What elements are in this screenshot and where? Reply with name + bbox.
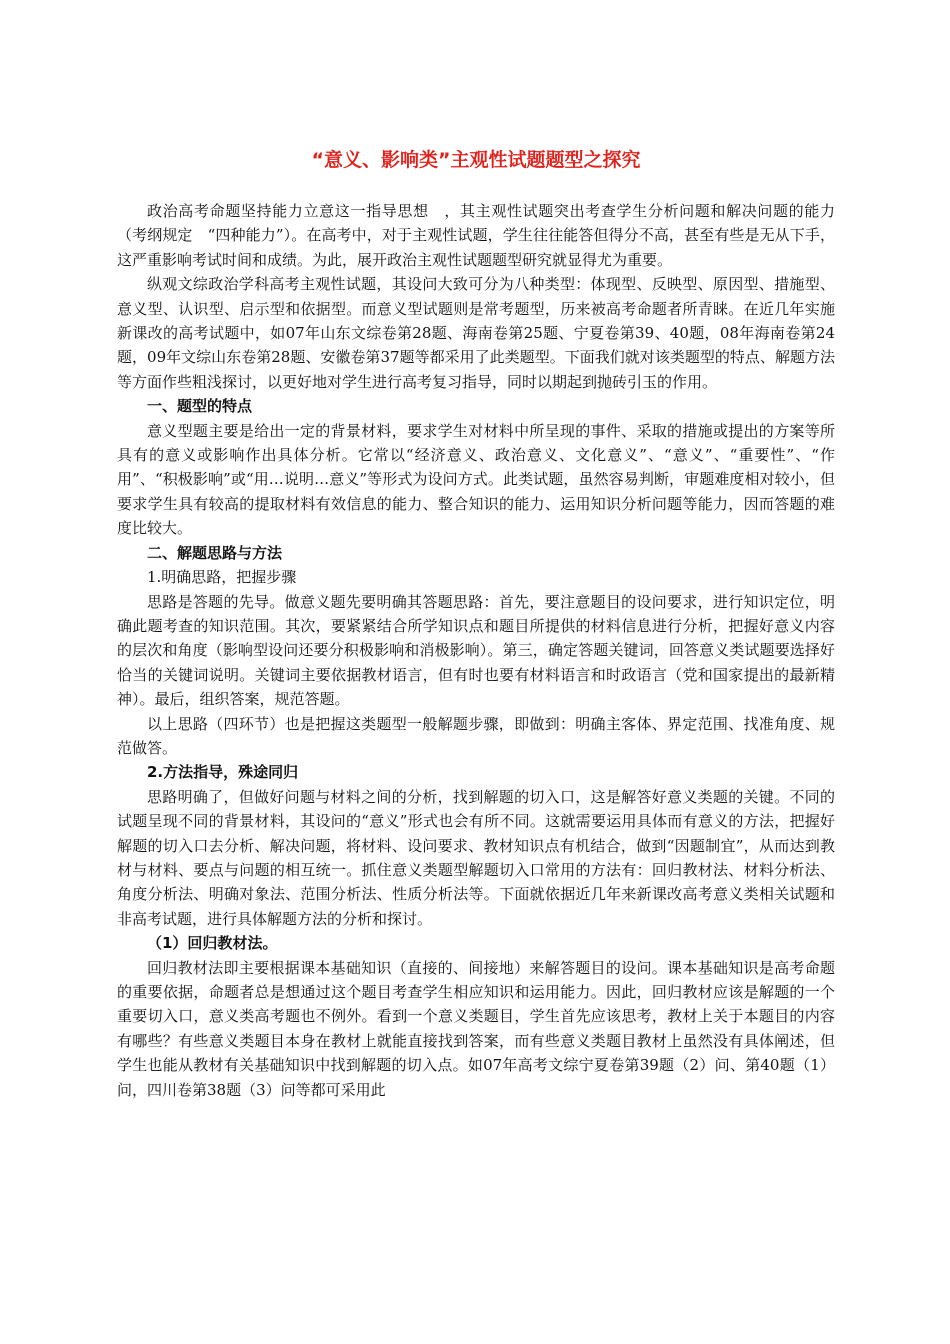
approach-paragraph-1: 思路是答题的先导。做意义题先要明确其答题思路：首先，要注意题目的设问要求，进行知识定位，明确此题考查的知识范围。其次，要紧紧结合所学知识点和题目所提供的材料信息进行分析，把握好意义内容的层次和角度（影响型设问还要分积极影响和消极影响）。第三，确定答题关键词，回答意义类试题要选择好恰当的关键词说明。关键词主要依据教材语言，但有时也要有材料语言和时政语言（党和国家提出的最新精神）。最后，组织答案，规范答题。: [117, 592, 835, 709]
features-paragraph: 意义型题主要是给出一定的背景材料，要求学生对材料中所呈现的事件、采取的措施或提出的方案等所具有的意义或影响作出具体分析。它常以“经济意义、政治意义、文化意义”、“意义”、“重要性”、“作用”、“积极影响”或“用…说明…意义”等形式为设问方式。此类试题，虽然容易判断，审题难度相对较小，但要求学生具有较高的提取材料有效信息的能力、整合知识的能力、运用知识分析问题等能力，因而答题的难度比较大。: [117, 421, 835, 538]
textbook-method-paragraph: 回归教材法即主要根据课本基础知识（直接的、间接地）来解答题目的设问。课本基础知识是高考命题的重要依据，命题者总是想通过这个题目考查学生相应知识和运用能力。因此，回归教材应该是解题的一个重要切入口，意义类高考题也不例外。看到一个意义类题目，学生首先应该思考，教材上关于本题目的内容有哪些？有些意义类题目本身在教材上就能直接找到答案，而有些意义类题目教材上虽然没有具体阐述，但学生也能从教材有关基础知识中找到解题的切入点。如07年高考文综宁夏卷第39题（2）问、第40题（1）问，四川卷第38题（3）问等都可采用此: [117, 958, 835, 1099]
approach-paragraph-2: 以上思路（四环节）也是把握这类题型一般解题步骤，即做到：明确主客体、界定范围、找准角度、规范做答。: [117, 714, 835, 757]
section-heading-methods: 二、解题思路与方法: [147, 543, 283, 562]
intro-paragraph-2: 纵观文综政治学科高考主观性试题，其设问大致可分为八种类型：体现型、反映型、原因型、措施型、意义型、认识型、启示型和依据型。而意义型试题则是常考题型，历来被高考命题者所青睐。在近几年实施新课改的高考试题中，如07年山东文综卷第28题、海南卷第25题、宁夏卷第39、40题，08年海南卷第24题，09年文综山东卷第28题、安徽卷第37题等都采用了此类题型。下面我们就对该类题型的特点、解题方法等方面作些粗浅探讨，以更好地对学生进行高考复习指导，同时以期起到抛砖引玉的作用。: [117, 275, 835, 391]
subheading-return-to-textbook: （1）回归教材法。: [147, 934, 278, 953]
document-page: [117, 145, 835, 1102]
section-heading-features: 一、题型的特点: [147, 397, 253, 416]
subheading-method-guidance: 2.方法指导，殊途同归: [147, 763, 299, 782]
method-guidance-paragraph: 思路明确了，但做好问题与材料之间的分析，找到解题的切入口，这是解答好意义类题的关键。不同的试题呈现不同的背景材料，其设问的“意义”形式也会有所不同。这就需要运用具体而有意义的方法，把握好解题的切入口去分析、解决问题，将材料、设问要求、教材知识点有机结合，做到“因题制宜”，从而达到教材与材料、要点与问题的相互统一。抓住意义类题型解题切入口常用的方法有：回归教材法、材料分析法、角度分析法、明确对象法、范围分析法、性质分析法等。下面就依据近几年来新课改高考意义类相关试题和非高考试题，进行具体解题方法的分析和探讨。: [117, 787, 835, 928]
page-title: “意义、影响类”主观性试题题型之探究: [311, 149, 641, 171]
subheading-clear-approach: 1.明确思路，把握步骤: [147, 568, 297, 587]
intro-paragraph-1: 政治高考命题坚持能力立意这一指导思想 ，其主观性试题突出考查学生分析问题和解决问题的能力（考纲规定 “四种能力”）。在高考中，对于主观性试题，学生往往能答但得分不高，甚至有些是无从下手，这严重影响考试时间和成绩。为此，展开政治主观性试题题型研究就显得尤为重要。: [117, 202, 835, 269]
